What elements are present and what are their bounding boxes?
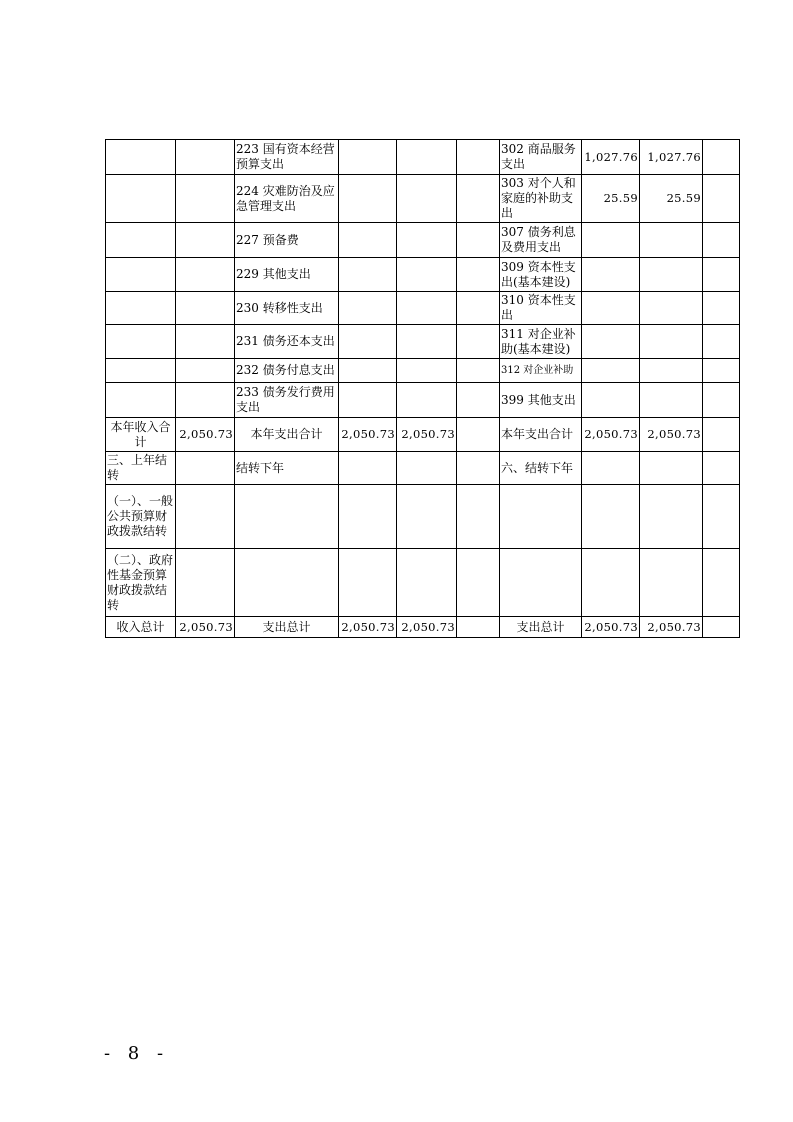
mid-amount1-cell bbox=[339, 452, 397, 485]
mid-blank-cell bbox=[457, 383, 500, 418]
mid-amount2-cell: 2,050.73 bbox=[397, 418, 457, 452]
mid-amount1-cell bbox=[339, 140, 397, 175]
mid-blank-cell bbox=[457, 140, 500, 175]
mid-amount2-cell bbox=[397, 452, 457, 485]
table-row bbox=[106, 175, 740, 223]
left-amount-cell bbox=[176, 223, 235, 258]
mid-amount1-cell bbox=[339, 175, 397, 223]
right-amount1-cell bbox=[582, 292, 640, 325]
left-amount-cell bbox=[176, 485, 235, 549]
right-amount2-cell: 2,050.73 bbox=[640, 617, 703, 638]
page-number: - 8 - bbox=[104, 1043, 170, 1064]
left-item-cell bbox=[106, 359, 176, 383]
mid-item-cell: 223 国有资本经营预算支出 bbox=[235, 140, 339, 175]
right-item-cell: 399 其他支出 bbox=[500, 383, 582, 418]
left-item-cell bbox=[106, 258, 176, 292]
right-blank-cell bbox=[703, 617, 740, 638]
left-item-cell: 三、上年结转 bbox=[106, 452, 176, 485]
mid-amount2-cell bbox=[397, 258, 457, 292]
right-amount2-cell bbox=[640, 359, 703, 383]
mid-item-cell: 230 转移性支出 bbox=[235, 292, 339, 325]
left-amount-cell bbox=[176, 549, 235, 617]
mid-blank-cell bbox=[457, 175, 500, 223]
table-row bbox=[106, 140, 740, 175]
table-row bbox=[106, 549, 740, 617]
right-blank-cell bbox=[703, 418, 740, 452]
right-amount2-cell: 2,050.73 bbox=[640, 418, 703, 452]
left-amount-cell bbox=[176, 292, 235, 325]
mid-blank-cell bbox=[457, 223, 500, 258]
right-blank-cell bbox=[703, 452, 740, 485]
right-item-cell: 302 商品服务支出 bbox=[500, 140, 582, 175]
left-amount-cell: 2,050.73 bbox=[176, 617, 235, 638]
mid-item-cell bbox=[235, 549, 339, 617]
right-amount1-cell bbox=[582, 485, 640, 549]
right-blank-cell bbox=[703, 325, 740, 359]
mid-amount2-cell bbox=[397, 175, 457, 223]
mid-amount2-cell bbox=[397, 325, 457, 359]
left-item-cell bbox=[106, 325, 176, 359]
mid-item-cell: 结转下年 bbox=[235, 452, 339, 485]
mid-amount1-cell bbox=[339, 325, 397, 359]
mid-blank-cell bbox=[457, 549, 500, 617]
table-row bbox=[106, 452, 740, 485]
mid-amount2-cell bbox=[397, 383, 457, 418]
right-amount2-cell bbox=[640, 383, 703, 418]
right-amount2-cell: 25.59 bbox=[640, 175, 703, 223]
right-amount2-cell bbox=[640, 549, 703, 617]
table-row bbox=[106, 359, 740, 383]
right-item-cell: 311 对企业补助(基本建设) bbox=[500, 325, 582, 359]
mid-blank-cell bbox=[457, 292, 500, 325]
right-item-cell bbox=[500, 485, 582, 549]
right-amount1-cell bbox=[582, 549, 640, 617]
table-row bbox=[106, 485, 740, 549]
left-amount-cell bbox=[176, 258, 235, 292]
mid-amount1-cell bbox=[339, 383, 397, 418]
left-item-cell bbox=[106, 140, 176, 175]
right-item-cell: 312 对企业补助 bbox=[500, 359, 582, 383]
left-item-cell: 收入总计 bbox=[106, 617, 176, 638]
right-blank-cell bbox=[703, 258, 740, 292]
mid-item-cell: 224 灾难防治及应急管理支出 bbox=[235, 175, 339, 223]
left-item-cell bbox=[106, 223, 176, 258]
mid-amount1-cell bbox=[339, 223, 397, 258]
table-row bbox=[106, 325, 740, 359]
mid-amount2-cell bbox=[397, 140, 457, 175]
mid-amount2-cell bbox=[397, 485, 457, 549]
mid-amount1-cell bbox=[339, 359, 397, 383]
table-row bbox=[106, 617, 740, 638]
mid-blank-cell bbox=[457, 617, 500, 638]
right-item-cell: 310 资本性支出 bbox=[500, 292, 582, 325]
right-amount1-cell: 25.59 bbox=[582, 175, 640, 223]
right-amount1-cell bbox=[582, 383, 640, 418]
table-row bbox=[106, 292, 740, 325]
right-item-cell: 本年支出合计 bbox=[500, 418, 582, 452]
mid-item-cell: 本年支出合计 bbox=[235, 418, 339, 452]
right-item-cell: 307 债务利息及费用支出 bbox=[500, 223, 582, 258]
mid-blank-cell bbox=[457, 485, 500, 549]
right-blank-cell bbox=[703, 383, 740, 418]
mid-item-cell: 233 债务发行费用支出 bbox=[235, 383, 339, 418]
mid-amount2-cell bbox=[397, 549, 457, 617]
mid-item-cell bbox=[235, 485, 339, 549]
right-item-cell: 六、结转下年 bbox=[500, 452, 582, 485]
table-row bbox=[106, 383, 740, 418]
mid-amount2-cell: 2,050.73 bbox=[397, 617, 457, 638]
right-blank-cell bbox=[703, 140, 740, 175]
right-amount2-cell: 1,027.76 bbox=[640, 140, 703, 175]
mid-amount2-cell bbox=[397, 292, 457, 325]
mid-amount1-cell bbox=[339, 292, 397, 325]
right-blank-cell bbox=[703, 549, 740, 617]
left-amount-cell bbox=[176, 452, 235, 485]
right-amount2-cell bbox=[640, 223, 703, 258]
mid-amount1-cell: 2,050.73 bbox=[339, 418, 397, 452]
right-blank-cell bbox=[703, 485, 740, 549]
mid-blank-cell bbox=[457, 452, 500, 485]
right-blank-cell bbox=[703, 292, 740, 325]
mid-amount1-cell bbox=[339, 258, 397, 292]
right-item-cell: 303 对个人和家庭的补助支出 bbox=[500, 175, 582, 223]
left-item-cell bbox=[106, 292, 176, 325]
right-amount2-cell bbox=[640, 452, 703, 485]
left-item-cell: （二）、政府性基金预算财政拨款结转 bbox=[106, 549, 176, 617]
mid-amount2-cell bbox=[397, 359, 457, 383]
right-amount1-cell: 1,027.76 bbox=[582, 140, 640, 175]
left-item-cell: （一）、一般公共预算财政拨款结转 bbox=[106, 485, 176, 549]
mid-amount1-cell: 2,050.73 bbox=[339, 617, 397, 638]
left-item-cell: 本年收入合计 bbox=[106, 418, 176, 452]
left-amount-cell bbox=[176, 325, 235, 359]
left-amount-cell bbox=[176, 359, 235, 383]
mid-amount1-cell bbox=[339, 485, 397, 549]
left-amount-cell bbox=[176, 175, 235, 223]
right-blank-cell bbox=[703, 359, 740, 383]
table-row bbox=[106, 223, 740, 258]
mid-amount1-cell bbox=[339, 549, 397, 617]
mid-item-cell: 227 预备费 bbox=[235, 223, 339, 258]
right-amount1-cell: 2,050.73 bbox=[582, 418, 640, 452]
table-row bbox=[106, 418, 740, 452]
right-amount1-cell bbox=[582, 359, 640, 383]
left-amount-cell bbox=[176, 383, 235, 418]
right-blank-cell bbox=[703, 175, 740, 223]
right-item-cell: 支出总计 bbox=[500, 617, 582, 638]
left-item-cell bbox=[106, 175, 176, 223]
mid-blank-cell bbox=[457, 418, 500, 452]
right-item-cell bbox=[500, 549, 582, 617]
budget-table bbox=[105, 139, 740, 638]
right-amount1-cell bbox=[582, 325, 640, 359]
right-amount1-cell bbox=[582, 223, 640, 258]
right-amount2-cell bbox=[640, 292, 703, 325]
mid-amount2-cell bbox=[397, 223, 457, 258]
mid-blank-cell bbox=[457, 325, 500, 359]
left-item-cell bbox=[106, 383, 176, 418]
mid-item-cell: 232 债务付息支出 bbox=[235, 359, 339, 383]
right-amount1-cell bbox=[582, 258, 640, 292]
right-blank-cell bbox=[703, 223, 740, 258]
right-item-cell: 309 资本性支出(基本建设) bbox=[500, 258, 582, 292]
mid-item-cell: 229 其他支出 bbox=[235, 258, 339, 292]
mid-item-cell: 231 债务还本支出 bbox=[235, 325, 339, 359]
left-amount-cell bbox=[176, 140, 235, 175]
left-amount-cell: 2,050.73 bbox=[176, 418, 235, 452]
table-row bbox=[106, 258, 740, 292]
mid-item-cell: 支出总计 bbox=[235, 617, 339, 638]
mid-blank-cell bbox=[457, 359, 500, 383]
mid-blank-cell bbox=[457, 258, 500, 292]
right-amount1-cell: 2,050.73 bbox=[582, 617, 640, 638]
right-amount2-cell bbox=[640, 485, 703, 549]
right-amount2-cell bbox=[640, 325, 703, 359]
right-amount2-cell bbox=[640, 258, 703, 292]
right-amount1-cell bbox=[582, 452, 640, 485]
